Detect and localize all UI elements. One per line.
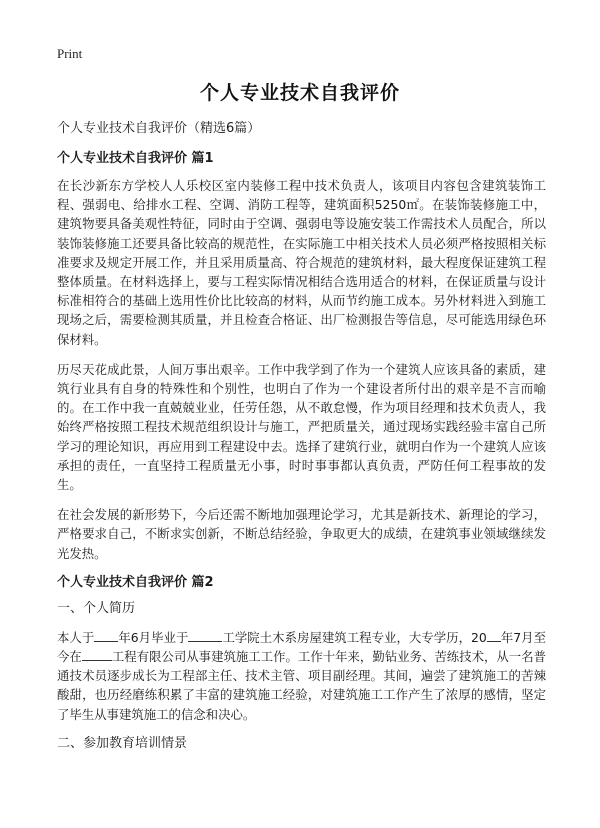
resume-text-1: 本人于 xyxy=(57,629,95,645)
page-title: 个人专业技术自我评价 xyxy=(199,82,400,104)
resume-text-5: 工程有限公司从事建筑施工工作。工作十年来，勤钻业务、苦练技术，从一名普通技术员逐步成长为工程部主任、技术主管、项目副经理。其间，遍尝了建筑施工的苦辣酸甜，也历经磨练积累了丰富的建筑施工经验，对建筑施工工作产生了浓厚的感情，坚定了毕生从事建筑施工的信念和决心。 xyxy=(57,649,547,722)
document-subtitle: 个人专业技术自我评价（精选6篇） xyxy=(57,121,261,136)
section-1-heading: 个人专业技术自我评价 篇1 xyxy=(57,151,214,166)
resume-text-4: 年7月至今在 xyxy=(57,629,547,665)
section-2-subheading-resume: 一、个人简历 xyxy=(57,600,136,616)
blank-field xyxy=(82,648,112,661)
blank-field xyxy=(188,629,222,642)
document-body xyxy=(57,120,546,763)
section-2-subheading-training: 二、参加教育培训情景 xyxy=(57,735,188,751)
section-1-paragraph-3: 在社会发展的新形势下，今后还需不断地加强理论学习，尤其是新技术、新理论的学习，严格要求自己，不断求实创新，不断总结经验，争取更大的成绩，在建筑事业领域继续发光发热。 xyxy=(57,507,546,561)
section-1-paragraph-2: 历尽天花成此景，人间万事出艰辛。工作中我学到了作为一个建筑人应该具备的素质，建筑行业具有自身的特殊性和个别性，也明白了作为一个建设者所付出的艰辛是不言而喻的。在工作中我一直兢兢业业，任劳任怨，从不敢怠慢，作为项目经理和技术负责人，我始终严格按照工程技术规范组织设计与施工，严把质量关，通过现场实践经验丰富自己所学习的理论知识，再应用到工程建设中去。选择了建筑行业，就明白作为一个建筑人应该承担的责任，一直坚持工程质量无小事，时时事事都认真负责，严防任何工程事故的发生。 xyxy=(57,361,546,493)
section-2-heading: 个人专业技术自我评价 篇2 xyxy=(57,574,214,590)
blank-field xyxy=(94,629,118,642)
section-1-paragraph-1: 在长沙新东方学校人人乐校区室内装修工程中技术负责人，该项目内容包含建筑装饰工程、强弱电、给排水工程、空调、消防工程等，建筑面积5250㎡。在装饰装修施工中，建筑物要具备美观性特征，同时由于空调、强弱电等设施安装工作需技术人员配合，所以装饰装修施工还要具备比较高的规范性，在实际施工中相关技术人员必须严格按照相关标准要求及规定开展工作，并且采用质量高、符合规范的建筑材料，最大程度保证建筑工程整体质量。在材料选择上，要与工程实际情况相结合选用适合的材料，在保证质量与设计标准相符合的基础上选用性价比比较高的材料，从而节约施工成本。另外材料进入到施工现场之后，需要检测其质量，并且检查合格证、出厂检测报告等信息，尽可能选用绿色环保材料。 xyxy=(57,178,546,347)
blank-field xyxy=(487,629,501,642)
resume-text-3: 工学院土木系房屋建筑工程专业，大专学历，20 xyxy=(222,629,487,645)
resume-text-2: 年6月毕业于 xyxy=(118,629,189,645)
resume-paragraph xyxy=(57,628,546,724)
print-link[interactable]: Print xyxy=(57,46,83,61)
